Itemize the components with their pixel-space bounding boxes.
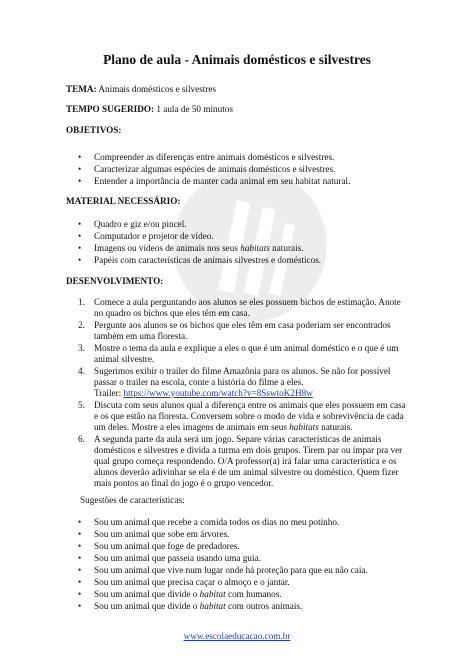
step-number: 2. bbox=[78, 320, 85, 330]
italic-term: habitats bbox=[289, 422, 319, 432]
text-segment: Sou um animal que divide o bbox=[94, 589, 200, 599]
trailer-label: Trailer: bbox=[94, 388, 124, 398]
step-number: 4. bbox=[78, 366, 85, 376]
step-item bbox=[66, 366, 411, 399]
list-item bbox=[66, 588, 368, 600]
list-item: • Quadro e giz e/ou pincel. bbox=[66, 218, 321, 230]
objetivos-heading: OBJETIVOS: bbox=[66, 125, 122, 135]
step-item bbox=[66, 297, 411, 319]
step-text: naturais. bbox=[318, 422, 353, 432]
footer bbox=[0, 631, 474, 641]
step-item bbox=[66, 320, 411, 342]
page-title: Plano de aula - Animais domésticos e silvestres bbox=[103, 52, 371, 67]
list-item: • Sou um animal que sobe em árvores. bbox=[66, 528, 368, 540]
list-item: • Sou um animal que recebe a comida todos os dias no meu potinho. bbox=[66, 516, 368, 528]
material-list bbox=[66, 218, 321, 266]
tempo-label: TEMPO SUGERIDO: bbox=[66, 104, 155, 114]
desenvolvimento-heading: DESENVOLVIMENTO: bbox=[66, 276, 164, 286]
trailer-link[interactable]: https://www.youtube.com/watch?v=8SswtoK2H8w bbox=[123, 388, 313, 398]
step-number: 6. bbox=[78, 434, 85, 444]
list-item: • Compreender as diferenças entre animais domésticos e silvestres. bbox=[66, 151, 350, 163]
list-item: • Sou um animal que passeia usando uma guia. bbox=[66, 552, 368, 564]
tema-label: TEMA: bbox=[66, 84, 97, 94]
list-item: • Computador e projetor de vídeo. bbox=[66, 230, 321, 242]
text-segment: com humanos. bbox=[225, 589, 282, 599]
step-text: Mostre o tema da aula e explique a eles o que é um animal doméstico e o que é um animal silvestre. bbox=[94, 343, 399, 364]
objetivos-list bbox=[66, 151, 350, 187]
step-text: Sugerimos exibir o trailer do filme Amazônia para os alunos. Se não for possível passar o trailer na escola, conte a história do filme a eles. bbox=[94, 366, 391, 387]
list-item bbox=[66, 242, 321, 254]
step-item bbox=[66, 343, 411, 365]
list-item: • Papéis com características de animais silvestres e domésticos. bbox=[66, 254, 321, 266]
desenvolvimento-steps bbox=[66, 297, 411, 490]
italic-term: habitat bbox=[199, 601, 226, 611]
list-item: • Sou um animal que vive num lugar onde há proteção para que eu não caia. bbox=[66, 564, 368, 576]
text-segment: Sou um animal que divide o bbox=[94, 601, 200, 611]
list-item: • Caracterizar algumas espécies de animais domésticos e silvestres. bbox=[66, 163, 350, 175]
tema-value: Animais domésticos e silvestres bbox=[96, 84, 217, 94]
sugestoes-heading: Sugestões de características: bbox=[80, 495, 185, 505]
list-item: • Sou um animal que precisa caçar o almoço e o jantar. bbox=[66, 576, 368, 588]
tempo-line bbox=[66, 103, 233, 115]
text-segment: com outros animais. bbox=[225, 601, 303, 611]
italic-term: habitats bbox=[240, 243, 270, 253]
step-text: Discuta com seus alunos qual a diferença entre os animais que eles possuem em casa e os que estão na floresta. Conversem sobre o modo de vida e sobrevivência de cada um deles. Mostre a eles imagens de animais em seus bbox=[94, 400, 406, 432]
step-item bbox=[66, 400, 411, 433]
step-number: 5. bbox=[78, 400, 85, 410]
footer-link[interactable]: www.escolaeducacao.com.br bbox=[183, 631, 291, 641]
step-text: Pergunte aos alunos se os bichos que eles têm em casa poderiam ser encontrados também em uma floresta. bbox=[94, 320, 391, 341]
tempo-value: 1 aula de 50 minutos bbox=[154, 104, 233, 114]
italic-term: habitat bbox=[199, 589, 226, 599]
step-text: Comece a aula perguntando aos alunos se eles possuem bichos de estimação. Anote no quadro os bichos que eles têm em casa. bbox=[94, 297, 401, 318]
list-item: • Entender a importância de manter cada animal em seu habitat natural. bbox=[66, 175, 350, 187]
list-item bbox=[66, 600, 368, 612]
text-segment: naturais. bbox=[269, 243, 304, 253]
list-item: • Sou um animal que foge de predadores. bbox=[66, 540, 368, 552]
step-number: 1. bbox=[78, 297, 85, 307]
step-item bbox=[66, 434, 411, 489]
material-heading: MATERIAL NECESSÁRIO: bbox=[66, 196, 181, 206]
tema-line bbox=[66, 83, 216, 95]
step-text: A segunda parte da aula será um jogo. Separe várias características de animais domésticos e silvestres e divida a turma em dois grupos. Tirem par ou ímpar pra ver qual grupo começa respondendo. O/A professor(a) irá falar uma característica e os alunos deverão adivinhar se ela é de um animal silvestre ou doméstico. Quem fizer mais pontos ao final do jogo é o grupo vencedor. bbox=[94, 434, 403, 488]
step-number: 3. bbox=[78, 343, 85, 353]
text-segment: Imagens ou vídeos de animais nos seus bbox=[94, 243, 241, 253]
sugestoes-list bbox=[66, 516, 368, 612]
